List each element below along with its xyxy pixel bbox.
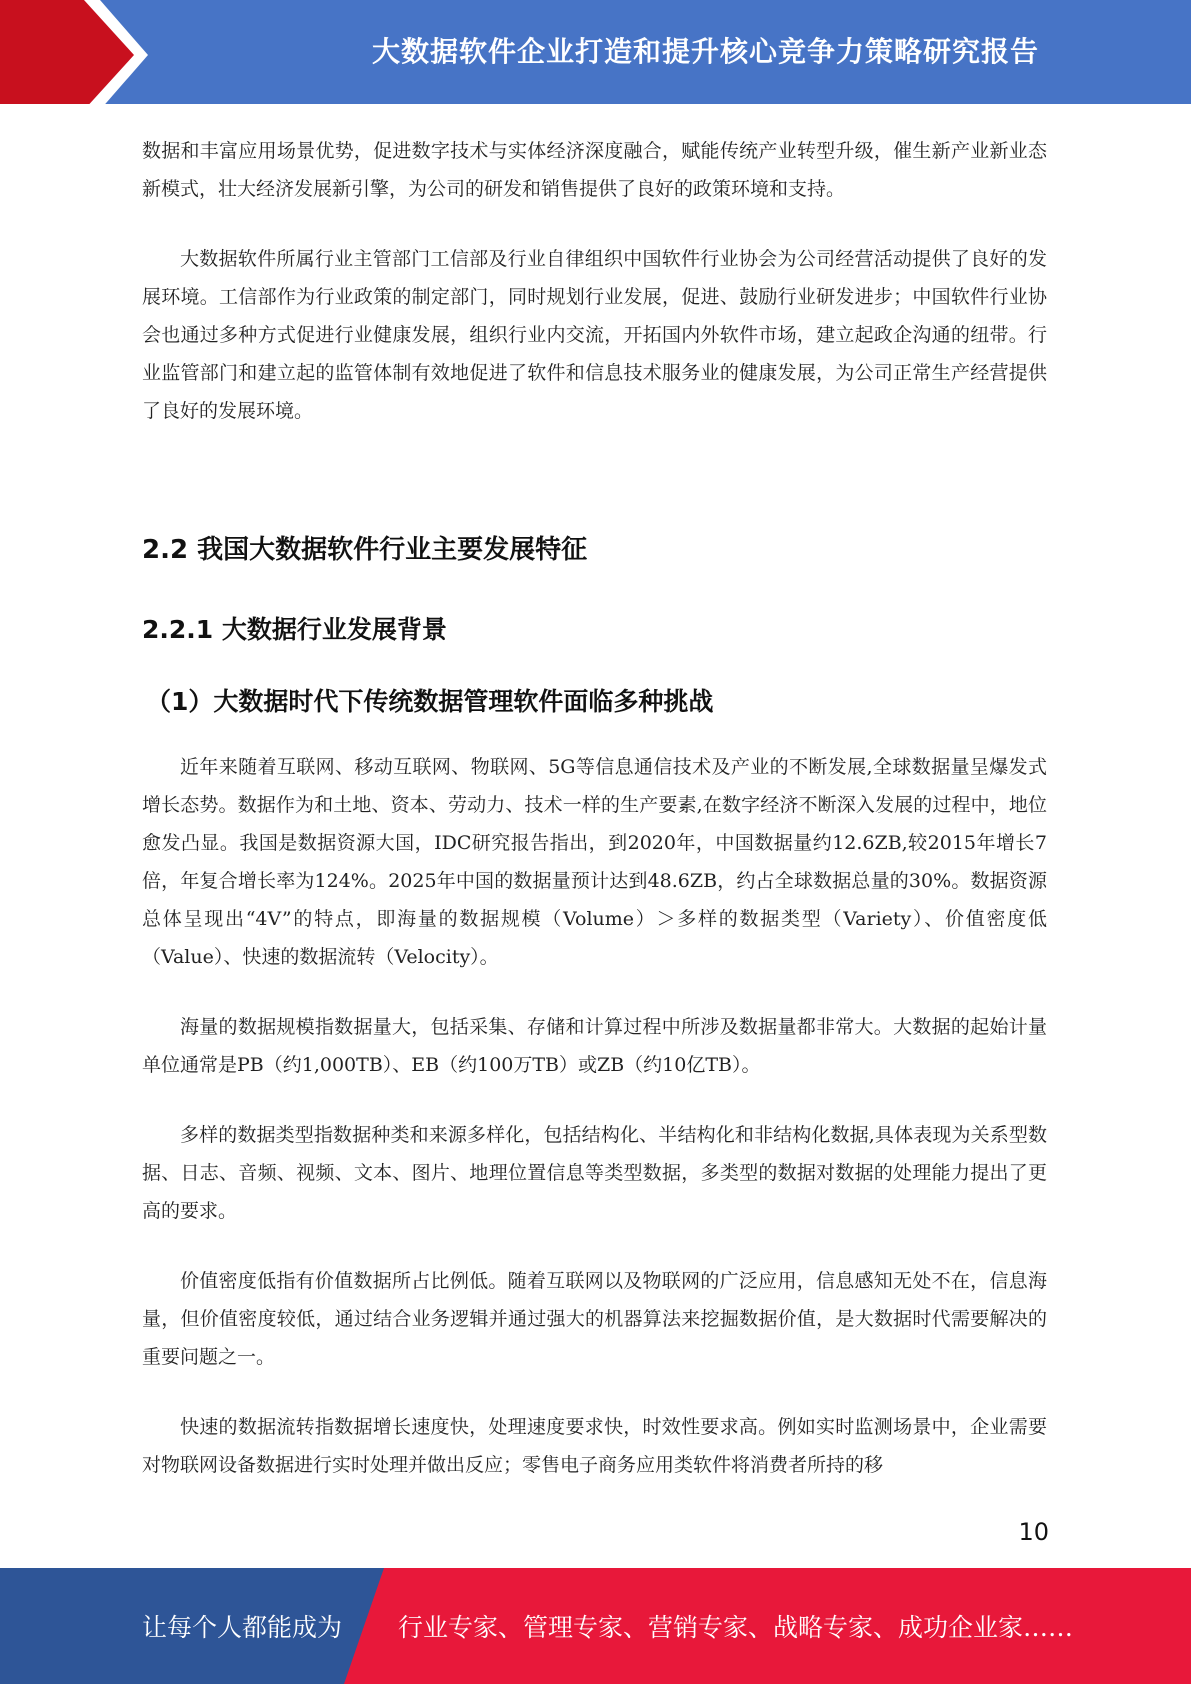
document-body bbox=[142, 132, 1047, 1484]
paragraph-volume: 海量的数据规模指数据量大，包括采集、存储和计算过程中所涉及数据量都非常大。大数据的起始计量单位通常是PB（约1,000TB）、EB（约100万TB）或ZB（约10亿TB）。 bbox=[142, 1016, 1047, 1076]
page-footer bbox=[0, 1568, 1191, 1684]
page-header bbox=[0, 0, 1191, 110]
paragraph-value: 价值密度低指有价值数据所占比例低。随着互联网以及物联网的广泛应用，信息感知无处不在，信息海量，但价值密度较低，通过结合业务逻辑并通过强大的机器算法来挖掘数据价值，是大数据时代需要解决的重要问题之一。 bbox=[142, 1270, 1047, 1368]
paragraph-velocity: 快速的数据流转指数据增长速度快，处理速度要求快，时效性要求高。例如实时监测场景中，企业需要对物联网设备数据进行实时处理并做出反应；零售电子商务应用类软件将消费者所持的移 bbox=[142, 1416, 1047, 1476]
header-title: 大数据软件企业打造和提升核心竞争力策略研究报告 bbox=[371, 35, 1039, 68]
footer-slogan-left: 让每个人都能成为 bbox=[142, 1613, 343, 1642]
section-heading: 2.2 我国大数据软件行业主要发展特征 bbox=[142, 535, 588, 565]
footer-slogan-right: 行业专家、管理专家、营销专家、战略专家、成功企业家…… bbox=[398, 1613, 1074, 1642]
paragraph-data-growth: 近年来随着互联网、移动互联网、物联网、5G等信息通信技术及产业的不断发展,全球数据量呈爆发式增长态势。数据作为和土地、资本、劳动力、技术一样的生产要素,在数字经济不断深入发展的过程中，地位愈发凸显。我国是数据资源大国，IDC研究报告指出，到2020年，中国数据量约12.6ZB,较2015年增长7倍，年复合增长率为124%。2025年中国的数据量预计达到48.6ZB，约占全球数据总量的30%。数据资源总体呈现出“4V”的特点，即海量的数据规模（Volume）＞多样的数据类型（Variety）、价值密度低（Value）、快速的数据流转（Velocity）。 bbox=[142, 756, 1047, 968]
page-number: 10 bbox=[1018, 1518, 1049, 1546]
paragraph-policy-support: 数据和丰富应用场景优势，促进数字技术与实体经济深度融合，赋能传统产业转型升级，催生新产业新业态新模式，壮大经济发展新引擎，为公司的研发和销售提供了良好的政策环境和支持。 bbox=[142, 140, 1047, 200]
item-heading: （1）大数据时代下传统数据管理软件面临多种挑战 bbox=[146, 687, 714, 716]
paragraph-regulators: 大数据软件所属行业主管部门工信部及行业自律组织中国软件行业协会为公司经营活动提供了良好的发展环境。工信部作为行业政策的制定部门，同时规划行业发展，促进、鼓励行业研发进步；中国软件行业协会也通过多种方式促进行业健康发展，组织行业内交流，开拓国内外软件市场，建立起政企沟通的纽带。行业监管部门和建立起的监管体制有效地促进了软件和信息技术服务业的健康发展，为公司正常生产经营提供了良好的发展环境。 bbox=[142, 248, 1047, 422]
paragraph-variety: 多样的数据类型指数据种类和来源多样化，包括结构化、半结构化和非结构化数据,具体表现为关系型数据、日志、音频、视频、文本、图片、地理位置信息等类型数据，多类型的数据对数据的处理能力提出了更高的要求。 bbox=[142, 1124, 1047, 1222]
subsection-heading: 2.2.1 大数据行业发展背景 bbox=[142, 615, 447, 644]
